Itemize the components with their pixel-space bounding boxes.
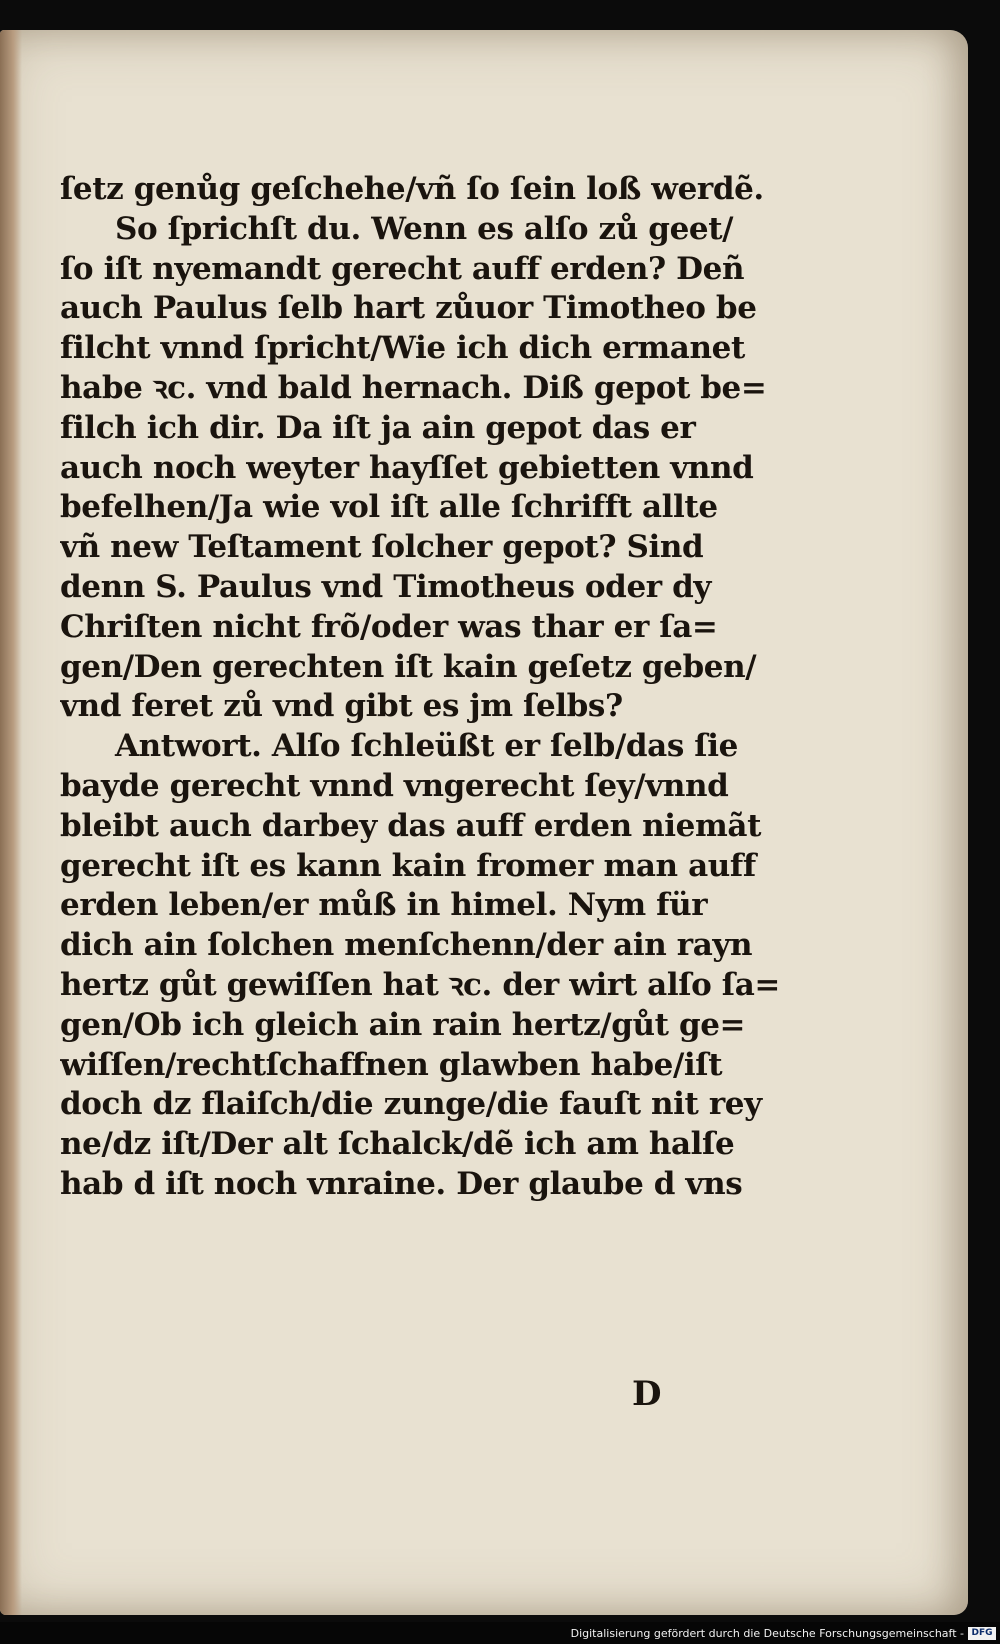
text-line: vnd feret zů vnd gibt es jm ſelbs? [60,688,623,725]
text-line: filch ich dir. Da iſt ja ain gepot das er [60,409,696,446]
text-line: bleibt auch darbey das auff erden niemãt [60,807,761,844]
dfg-logo-icon: DFG [968,1627,996,1640]
text-line: habe ꝛc. vnd bald hernach. Diß gepot be= [60,369,767,406]
text-line: So ſprichſt du. Wenn es alſo zů geet/ [115,210,734,247]
text-line: doch dz flaiſch/die zunge/die fauſt nit rey [60,1086,762,1123]
text-line: filcht vnnd ſpricht/Wie ich dich ermanet [60,330,745,367]
text-line: gen/Den gerechten iſt kain geſetz geben/ [60,648,757,685]
page-spine-shadow [0,30,22,1615]
text-line: vñ new Teſtament ſolcher gepot? Sind [60,529,704,566]
text-line: dich ain ſolchen menſchenn/der ain rayn [60,927,753,964]
text-line: bayde gerecht vnnd vngerecht ſey/vnnd [60,767,729,804]
text-line: Chriſten nicht frõ/oder was thar er ſa= [60,608,718,645]
footer-bar [0,1622,1000,1644]
text-line: auch noch weyter hayſſet gebietten vnnd [60,449,754,486]
funding-credit: Digitalisierung gefördert durch die Deutsche Forschungsgemeinschaft - [570,1627,964,1640]
text-line: auch Paulus ſelb hart zůuor Timotheo be [60,290,757,327]
text-line: befelhen/Ja wie vol iſt alle ſchrifft allte [60,489,718,526]
text-line: denn S. Paulus vnd Timotheus oder dy [60,568,711,605]
text-line: ſetz genůg geſchehe/vñ ſo ſein loß werdẽ. [60,171,764,207]
signature-mark: D [632,1374,662,1414]
text-line: hab d iſt noch vnraine. Der glaube d vns [60,1165,743,1202]
book-page [0,30,968,1615]
text-line: Antwort. Alſo ſchleüßt er ſelb/das ſie [115,728,738,765]
text-line: gen/Ob ich gleich ain rain hertz/gůt ge= [60,1006,746,1043]
text-line: hertz gůt gewiſſen hat ꝛc. der wirt alſo ſa= [60,966,781,1003]
text-line: ſo iſt nyemandt gerecht auff erden? Deñ [60,250,745,287]
text-line: gerecht iſt es kann kain fromer man auff [60,847,756,884]
text-line: erden leben/er můß in himel. Nym für [60,887,708,924]
text-line: ne/dz iſt/Der alt ſchalck/dẽ ich am halſe [60,1126,735,1163]
page-text-block [60,170,785,1205]
text-line: wiſſen/rechtſchaffnen glawben habe/iſt [60,1046,723,1083]
